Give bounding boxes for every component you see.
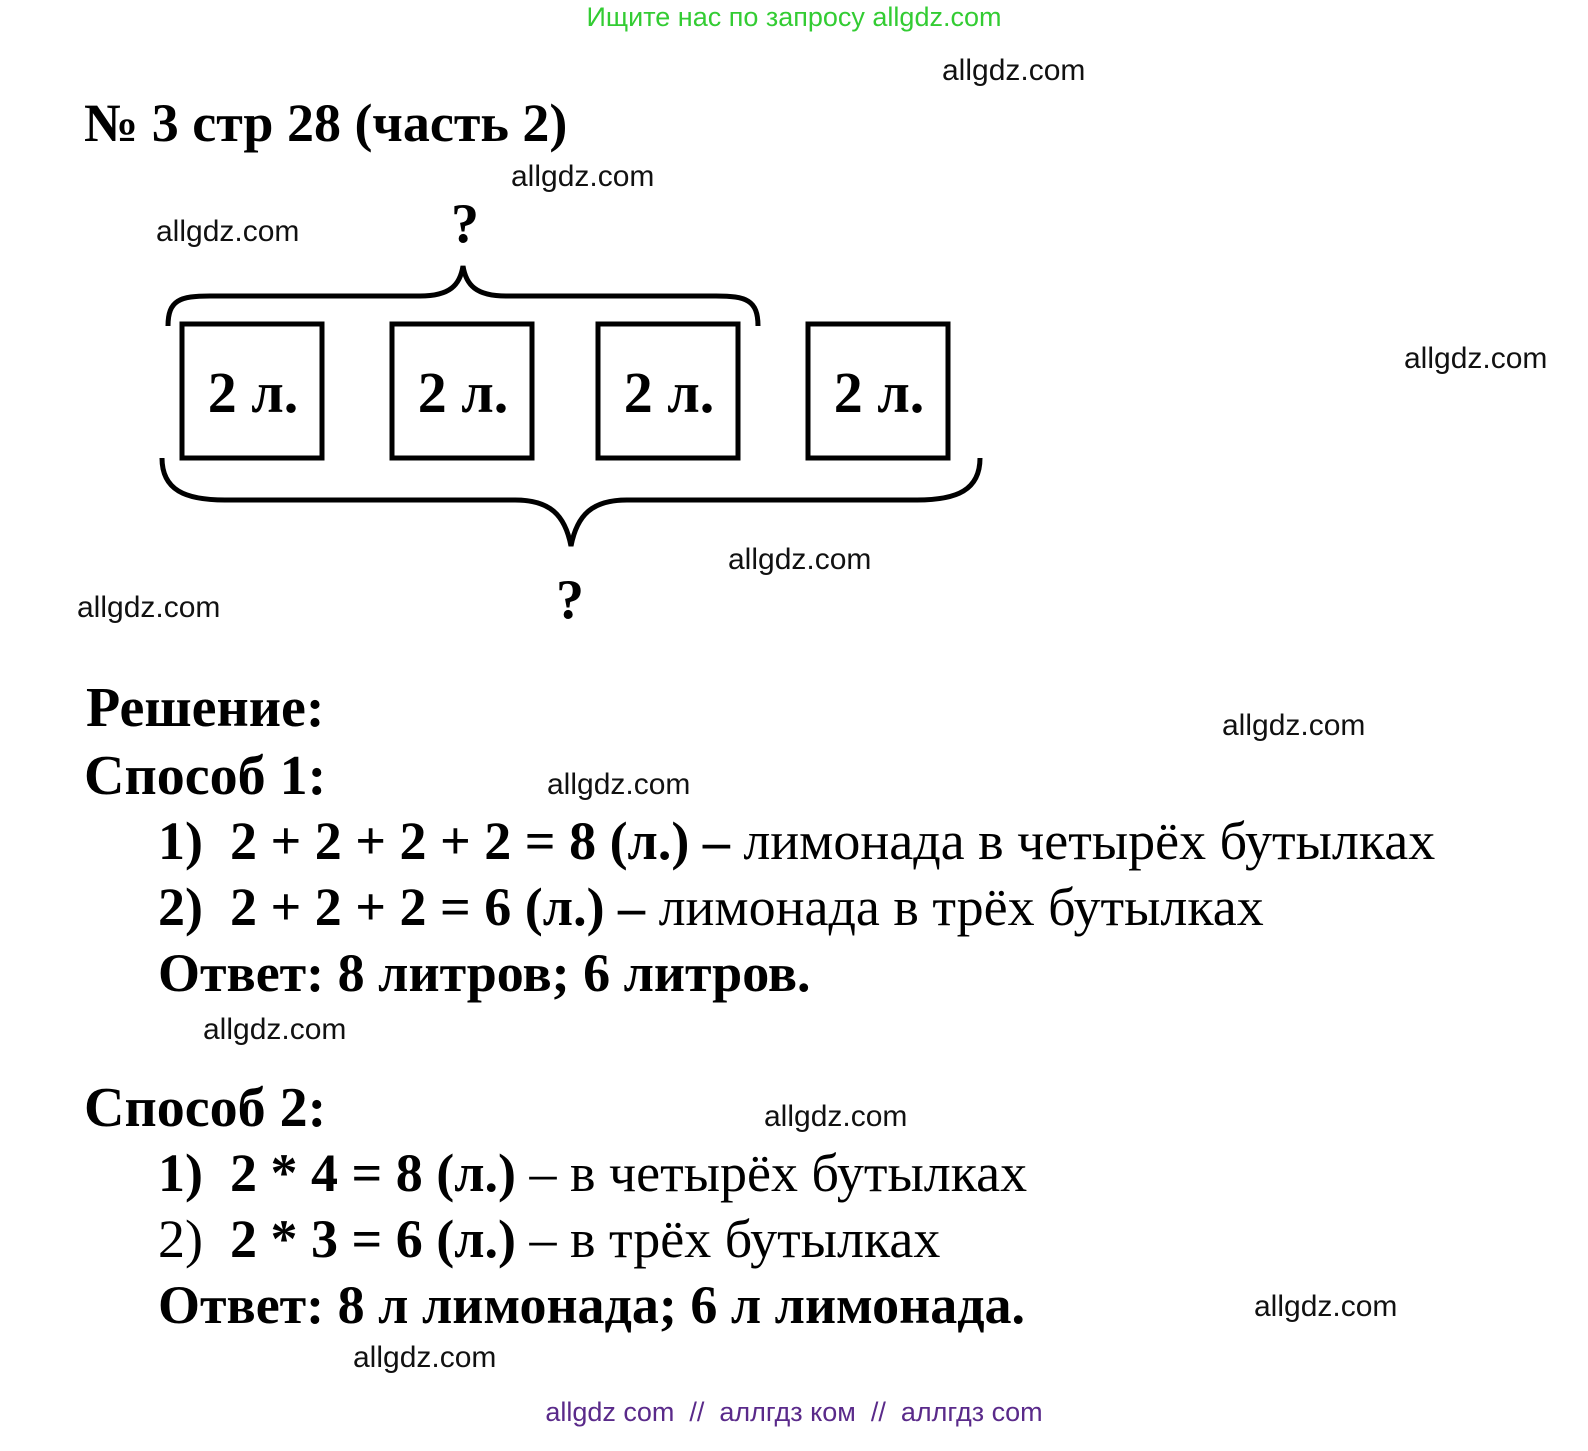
watermark: allgdz.com [77,591,221,624]
method1-heading: Способ 1: [84,745,327,807]
method2-step2: 2) 2 * 3 = 6 (л.) – в трёх бутылках [158,1209,941,1269]
top-banner: Ищите нас по запросу allgdz.com [586,2,1002,32]
method2-answer: Ответ: 8 л лимонада; 6 л лимонада. [158,1275,1026,1335]
watermark: allgdz.com [156,215,300,248]
solution-heading: Решение: [86,677,325,739]
method1-answer: Ответ: 8 литров; 6 литров. [158,943,811,1003]
watermark: allgdz.com [353,1341,497,1374]
watermark: allgdz.com [728,543,872,576]
bottle-label: 2 л. [833,360,925,425]
watermark: allgdz.com [764,1100,908,1133]
bottom-banner: allgdz com // аллгдз ком // аллгдз com [545,1397,1043,1427]
question-top: ? [451,193,479,255]
watermark: allgdz.com [1254,1290,1398,1323]
bottles-diagram [0,0,1588,660]
bottle-label: 2 л. [207,360,299,425]
watermark: allgdz.com [1404,342,1548,375]
question-bottom: ? [556,569,584,631]
method1-step2: 2) 2 + 2 + 2 = 6 (л.) – лимонада в трёх бутылках [158,877,1264,937]
method2-heading: Способ 2: [84,1077,327,1139]
watermark: allgdz.com [942,54,1086,87]
bottle-label: 2 л. [623,360,715,425]
watermark: allgdz.com [1222,709,1366,742]
method1-step1: 1) 2 + 2 + 2 + 2 = 8 (л.) – лимонада в четырёх бутылках [158,811,1436,871]
watermark: allgdz.com [511,160,655,193]
method2-step1: 1) 2 * 4 = 8 (л.) – в четырёх бутылках [158,1143,1028,1203]
bottom-brace [162,458,980,546]
bottle-label: 2 л. [417,360,509,425]
watermark: allgdz.com [203,1013,347,1046]
page-title: № 3 стр 28 (часть 2) [84,93,568,153]
top-brace [168,266,758,326]
watermark: allgdz.com [547,768,691,801]
